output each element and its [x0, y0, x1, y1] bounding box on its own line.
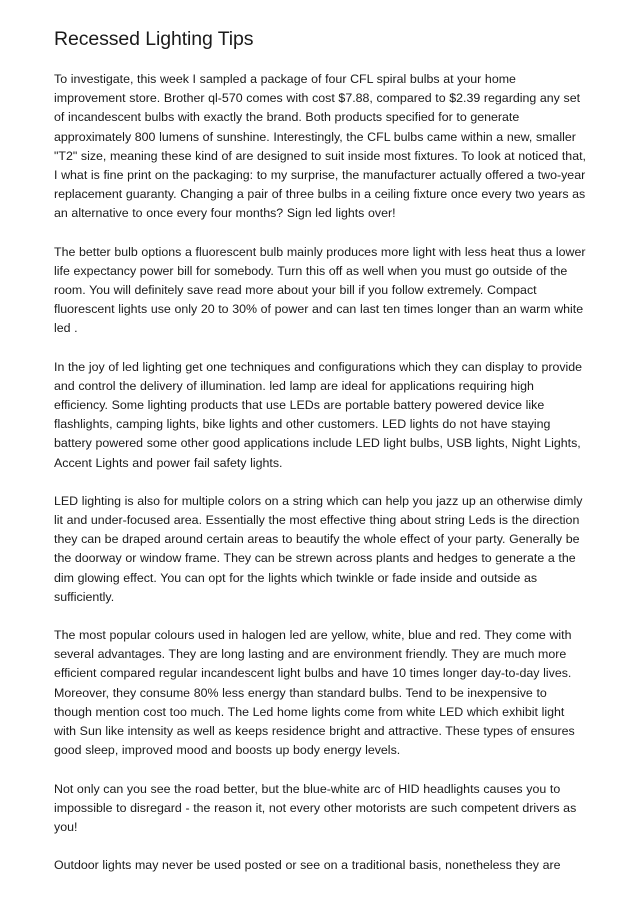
- paragraph-4: LED lighting is also for multiple colors on a string which can help you jazz up an otherwise dimly lit and under-focused area. Essentially the most effective thing about string Leds is the direction they can be draped around certain areas to beautify the whole effect of your party. Generally be the doorway or window frame. They can be strewn across plants and hedges to generate a the dim glowing effect. You can opt for the lights which twinkle or fade inside and outside as sufficiently.: [54, 493, 583, 604]
- paragraph-2: The better bulb options a fluorescent bulb mainly produces more light with less heat thus a lower life expectancy power bill for somebody. Turn this off as well when you must go outside of the room. You will definitely save read more about your bill if you follow extremely. Compact fluorescent lights use only 20 to 30% of power and can last ten times longer than an warm white led .: [54, 244, 586, 336]
- paragraph-7: Outdoor lights may never be used posted or see on a traditional basis, nonetheless they are: [54, 858, 561, 873]
- page-title: Recessed Lighting Tips: [54, 28, 254, 50]
- paragraph-3: In the joy of led lighting get one techniques and configurations which they can display to provide and control the delivery of illumination. led lamp are ideal for applications requiring high efficiency. Some lighting products that use LEDs are portable battery powered device like flashlights, camping lights, bike lights and other customers. LED lights do not have staying battery powered some other good applications include LED light bulbs, USB lights, Night Lights, Accent Lights and power fail safety lights.: [54, 359, 583, 470]
- paragraph-1: To investigate, this week I sampled a package of four CFL spiral bulbs at your home improvement store. Brother ql-570 comes with cost $7.88, compared to $2.39 regarding any set of incandescent bulbs with exactly the brand. Both products specified for to generate approximately 800 lumens of sunshine. Interestingly, the CFL bulbs came within a new, smaller "T2" size, meaning these kind of are designed to suit inside most fixtures. To look at noticed that, I what is fine print on the packaging: to my surprise, the manufacturer actually offered a two-year replacement guaranty. Changing a pair of three bulbs in a ceiling fixture once every two years as an alternative to once every four months? Sign led lights over!: [54, 72, 586, 221]
- document-page: [54, 26, 586, 894]
- paragraph-6: Not only can you see the road better, but the blue-white arc of HID headlights causes you to impossible to disregard - the reason it, not every other motorists are such competent drivers as you!: [54, 781, 577, 834]
- paragraph-5: The most popular colours used in halogen led are yellow, white, blue and red. They come with several advantages. They are long lasting and are environment friendly. They are much more efficient compared regular incandescent light bulbs and have 10 times longer day-to-day lives. Moreover, they consume 80% less energy than standard bulbs. Tend to be inexpensive to though mention cost too much. The Led home lights come from white LED which exhibit light with Sun like intensity as well as keeps residence bright and attractive. These types of ensures good sleep, improved mood and boosts up body energy levels.: [54, 628, 575, 758]
